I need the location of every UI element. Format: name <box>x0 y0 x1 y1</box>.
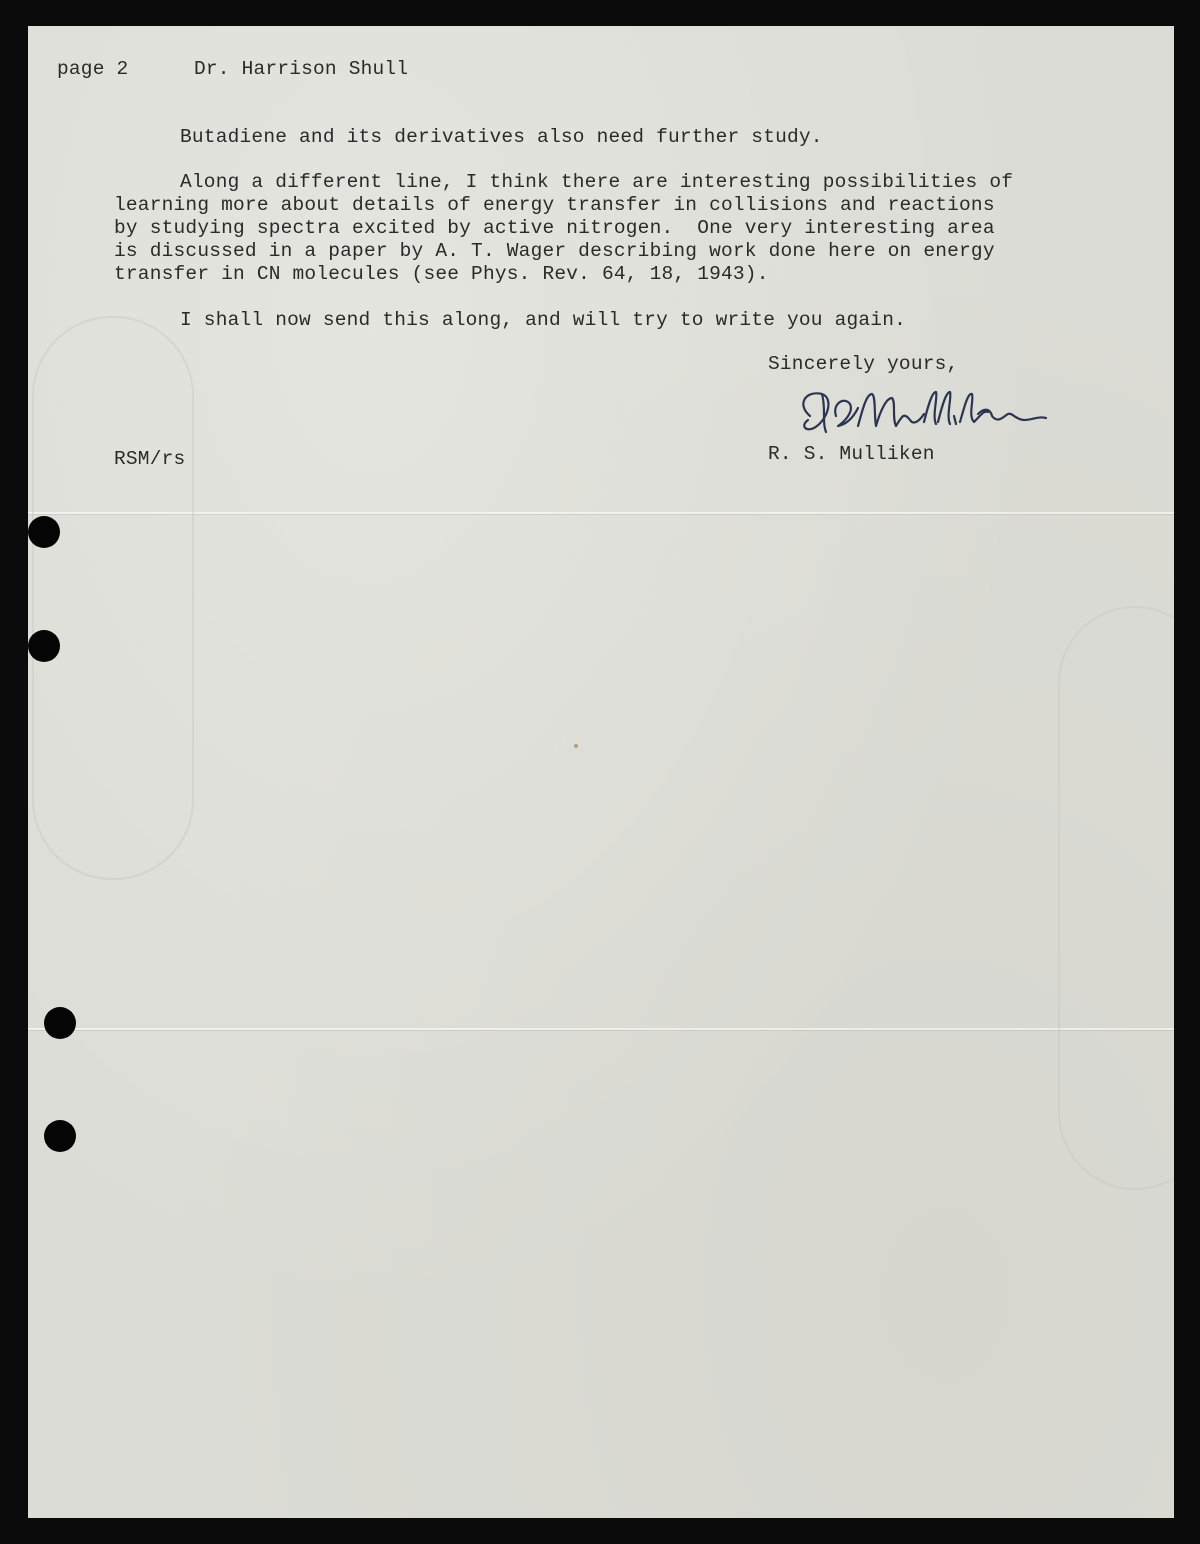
closing-salutation: Sincerely yours, <box>768 353 959 375</box>
paragraph-2-line-3: by studying spectra excited by active nitrogen. One very interesting area <box>114 217 995 239</box>
binder-hole-3 <box>44 1007 76 1039</box>
paragraph-2-line-1: Along a different line, I think there are interesting possibilities of <box>180 171 1014 193</box>
paragraph-2-line-5: transfer in CN molecules (see Phys. Rev. 64, 18, 1943). <box>114 263 769 285</box>
typist-initials: RSM/rs <box>114 448 186 470</box>
paragraph-3: I shall now send this along, and will try to write you again. <box>180 309 907 331</box>
paper-watermark-left <box>32 316 194 880</box>
paragraph-2-line-2: learning more about details of energy transfer in collisions and reactions <box>114 194 995 216</box>
handwritten-signature <box>792 386 1062 438</box>
binder-hole-4 <box>44 1120 76 1152</box>
recipient-header: Dr. Harrison Shull <box>194 58 409 80</box>
paper-watermark-right <box>1058 606 1174 1190</box>
fold-crease-upper <box>28 512 1174 514</box>
paper-speck <box>574 744 578 748</box>
binder-hole-2 <box>28 630 60 662</box>
paragraph-2-line-4: is discussed in a paper by A. T. Wager describing work done here on energy <box>114 240 995 262</box>
signer-name: R. S. Mulliken <box>768 443 935 465</box>
page-number: page 2 <box>57 58 129 80</box>
fold-crease-lower <box>28 1028 1174 1030</box>
binder-hole-1 <box>28 516 60 548</box>
paragraph-1: Butadiene and its derivatives also need further study. <box>180 126 823 148</box>
